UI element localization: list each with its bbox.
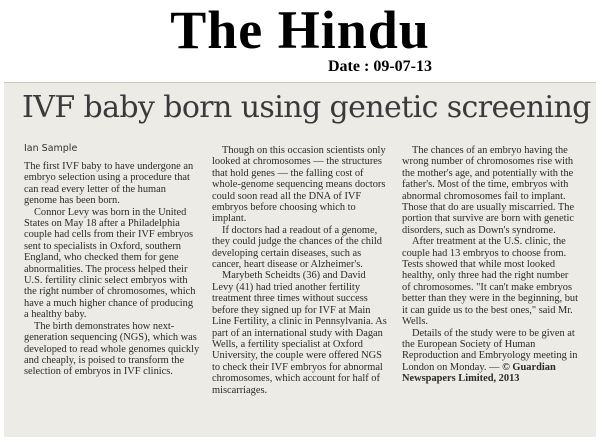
article-byline: Ian Sample xyxy=(24,143,78,154)
paragraph: If doctors had a readout of a genome, they could judge the chances of the child developing certain diseases, such as cancer, heart disease or Alzheimer's. xyxy=(212,224,382,271)
paragraph-text: Details of the study were to be given at the European Society of Human Reproduction and Embryology meeting in London on Monday. — xyxy=(402,327,578,373)
paragraph: Marybeth Scheidts (36) and David Levy (41) had tried another fertility treatment three times without success before they signed up for IVF at Main Line Fertility, a clinic in Pennsylvania. As part of an international study with Dagan Wells, a fertility specialist at Oxford University, the couple were offered NGS to check their IVF embryos for abnormal chromosomes, which account for half of miscarriages. xyxy=(212,270,387,396)
article-column-1 xyxy=(24,161,200,378)
paragraph: After treatment at the U.S. clinic, the couple had 13 embryos to choose from. Tests showed that while most looked healthy, only three had the right number of chromosomes. "It can't make embryos better than they were in the beginning, but it can guide us to the best ones," said Mr. Wells. xyxy=(402,236,579,328)
paragraph: Though on this occasion scientists only looked at chromosomes — the structures that hold genes — the falling cost of whole-genome sequencing means doctors could soon read all the DNA of IVF embryos before choosing which to implant. xyxy=(212,145,386,225)
article-column-3 xyxy=(402,145,578,385)
paragraph: The birth demonstrates how next-generation sequencing (NGS), which was developed to read whole genomes quickly and cheaply, is poised to transform the selection of embryos in IVF clinics. xyxy=(24,320,200,378)
paragraph: The chances of an embryo having the wrong number of chromosomes rise with the mother's age, and potentially with the father's. Most of the time, embryos with abnormal chromosomes fail to implant. Those that do are usually miscarried. The portion that survive are born with genetic disorders, such as Down's syndrome. xyxy=(402,145,575,236)
article-headline: IVF baby born using genetic screening xyxy=(22,90,591,125)
copyright-credit: © Guardian Newspapers Limited, 2013 xyxy=(402,361,556,385)
paragraph: Connor Levy was born in the United States on May 18 after a Philadelphia couple had cells from their IVF embryos sent to specialists in Oxford, southern England, who checked them for gene abnormalities. The process helped their U.S. fertility clinic select embryos with the right number of chromosomes, which have a much higher chance of producing a healthy baby. xyxy=(24,206,196,321)
masthead-title: The Hindu xyxy=(170,0,430,60)
publication-date: Date : 09-07-13 xyxy=(328,58,432,75)
newspaper-clipping xyxy=(4,82,596,437)
paragraph: The first IVF baby to have undergone an embryo selection using a procedure that can read every letter of the human genome has been born. xyxy=(24,161,194,207)
article-column-2 xyxy=(212,145,388,396)
paragraph xyxy=(402,328,578,385)
